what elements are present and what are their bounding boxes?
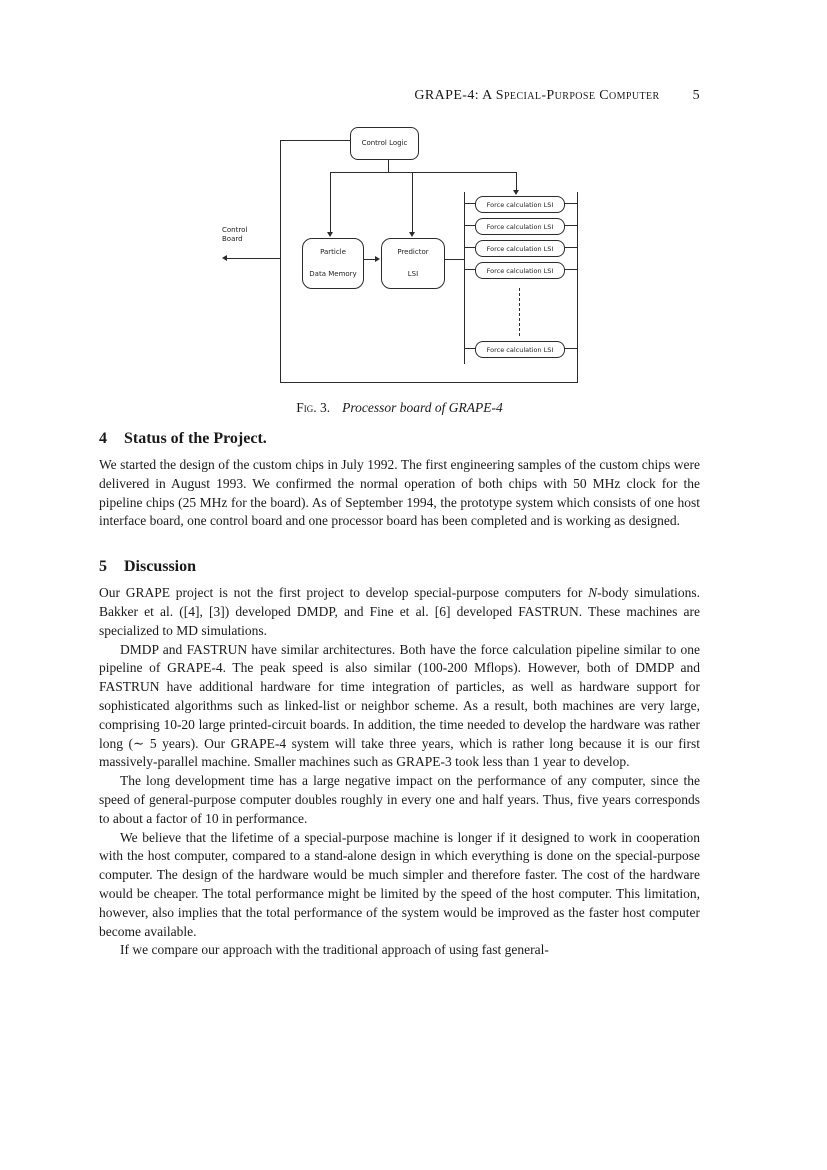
force-stub-left-3	[464, 247, 475, 248]
arrow-to-force-head	[513, 190, 519, 195]
force-stub-left-2	[464, 225, 475, 226]
control-board-label-line1: Control	[222, 226, 248, 234]
discussion-paragraph-5: If we compare our approach with the traditional approach of using fast general-	[120, 942, 549, 958]
force-stub-right-4	[563, 269, 577, 270]
control-board-arrow-head	[222, 255, 227, 261]
particle-data-memory-box	[302, 238, 364, 289]
force-stub-right-3	[563, 247, 577, 248]
force-calculation-lsi-box-5	[475, 341, 565, 358]
arrow-to-memory-shaft	[330, 172, 331, 233]
force-calculation-lsi-box-3	[475, 240, 565, 257]
discussion-paragraph-1	[99, 584, 700, 640]
frame-top-line	[280, 140, 350, 141]
processor-board-diagram	[220, 120, 580, 392]
predictor-label-line1: Predictor	[397, 248, 429, 257]
section-number: 5	[99, 558, 107, 576]
predictor-bus-line	[443, 259, 464, 260]
memory-predictor-arrow-shaft	[362, 259, 376, 260]
running-head	[99, 88, 700, 104]
force-lsi-label-3: Force calculation LSI	[486, 244, 554, 253]
particle-memory-label-line1: Particle	[320, 248, 346, 257]
force-calculation-lsi-box-1	[475, 196, 565, 213]
control-board-label-line2: Board	[222, 235, 243, 243]
force-stub-right-2	[563, 225, 577, 226]
arrow-to-predictor-head	[409, 232, 415, 237]
figure-caption	[99, 400, 700, 416]
page-number: 5	[692, 88, 700, 103]
force-stub-left-4	[464, 269, 475, 270]
force-calculation-lsi-box-2	[475, 218, 565, 235]
right-bus-line	[577, 192, 578, 383]
figure-caption-label: Fig. 3.	[296, 400, 331, 415]
discussion-paragraph-1-pre: Our GRAPE project is not the first project to develop special-purpose computers for	[99, 585, 589, 601]
control-logic-box	[350, 127, 419, 160]
predictor-label-line2: LSI	[407, 269, 419, 278]
predictor-lsi-box	[381, 238, 445, 289]
force-stub-left-1	[464, 203, 475, 204]
section-title: Discussion	[124, 558, 197, 576]
force-stub-right-1	[563, 203, 577, 204]
control-board-arrow-shaft	[227, 258, 281, 259]
force-lsi-label-2: Force calculation LSI	[486, 222, 554, 231]
text-column	[99, 429, 700, 960]
figure-caption-text: Processor board of GRAPE-4	[342, 400, 503, 415]
status-paragraph-1: We started the design of the custom chips in July 1992. The first engineering samples of the custom chips were delivered in August 1993. We confirmed the normal operation of both chips with 50 MHz clock for the pipeline chips (25 MHz for the board). As of September 1994, the prototype system which consists of one host interface board, one control board and one processor board has been completed and is working as designed.	[99, 457, 700, 529]
section-number: 4	[99, 430, 107, 447]
particle-memory-label-line2: Data Memory	[309, 269, 357, 278]
discussion-paragraph-2: DMDP and FASTRUN have similar architectures. Both have the force calculation pipeline similar to one pipeline of GRAPE-4. The peak speed is also similar (100-200 Mflops). However, both of DMDP and FASTRUN have additional hardware for time integration of particles, as well as hardware support for sophisticated algorithms such as linked-list or neighbor scheme. As a result, both machines are very large, comprising 10-20 large printed-circuit boards. In addition, the time needed to develop the hardware was rather long (∼ 5 years). Our GRAPE-4 system will take three years, which is rather long because it is our first massively-parallel machine. Smaller machines such as GRAPE-3 took less than 1 year to develop.	[99, 641, 700, 770]
force-stub-right-5	[563, 348, 577, 349]
section-heading-status	[99, 429, 700, 449]
discussion-paragraph-4: We believe that the lifetime of a special-purpose machine is longer if it designed to work in cooperation with the host computer, compared to a stand-alone design in which everything is done on the special-purpose computer. The design of the hardware would be much simpler and therefore faster. The cost of the hardware would be cheaper. The total performance might be limited by the speed of the host computer. This limitation, however, also implies that the total performance of the system would be improved as the faster host computer become available.	[99, 829, 700, 939]
control-logic-box-label: Control Logic	[361, 139, 408, 148]
force-lsi-label-4: Force calculation LSI	[486, 266, 554, 275]
arrow-to-memory-head	[327, 232, 333, 237]
memory-predictor-arrow-head	[375, 256, 380, 262]
discussion-paragraph-1-post: -body simulations. Bakker et al. ([4], [3]) developed DMDP, and Fine et al. [6] developed FASTRUN. These machines are specialized to MD simulations.	[99, 585, 701, 638]
running-title: GRAPE-4: A Special-Purpose Computer	[414, 88, 660, 103]
frame-left-line	[280, 140, 281, 383]
frame-bottom-line	[280, 382, 578, 383]
force-stub-left-5	[464, 348, 475, 349]
arrow-to-force-shaft	[516, 172, 517, 192]
discussion-paragraph-3: The long development time has a large negative impact on the performance of any computer, since the speed of general-purpose computer doubles roughly in every one and half years. Thus, five years corresponds to about a factor of 10 in performance.	[99, 773, 700, 826]
force-calculation-lsi-box-4	[475, 262, 565, 279]
control-board-label	[222, 226, 247, 244]
section-heading-discussion	[99, 557, 700, 577]
math-symbol-n: N	[588, 585, 598, 601]
section-title: Status of the Project.	[124, 430, 267, 447]
force-lsi-label-1: Force calculation LSI	[486, 200, 554, 209]
arrow-to-predictor-shaft	[412, 172, 413, 233]
left-bus-line	[464, 192, 465, 364]
control-logic-drop-line	[388, 158, 389, 173]
ellipsis-dashed-line	[519, 288, 520, 336]
distribution-line	[330, 172, 517, 173]
force-lsi-label-5: Force calculation LSI	[486, 345, 554, 354]
